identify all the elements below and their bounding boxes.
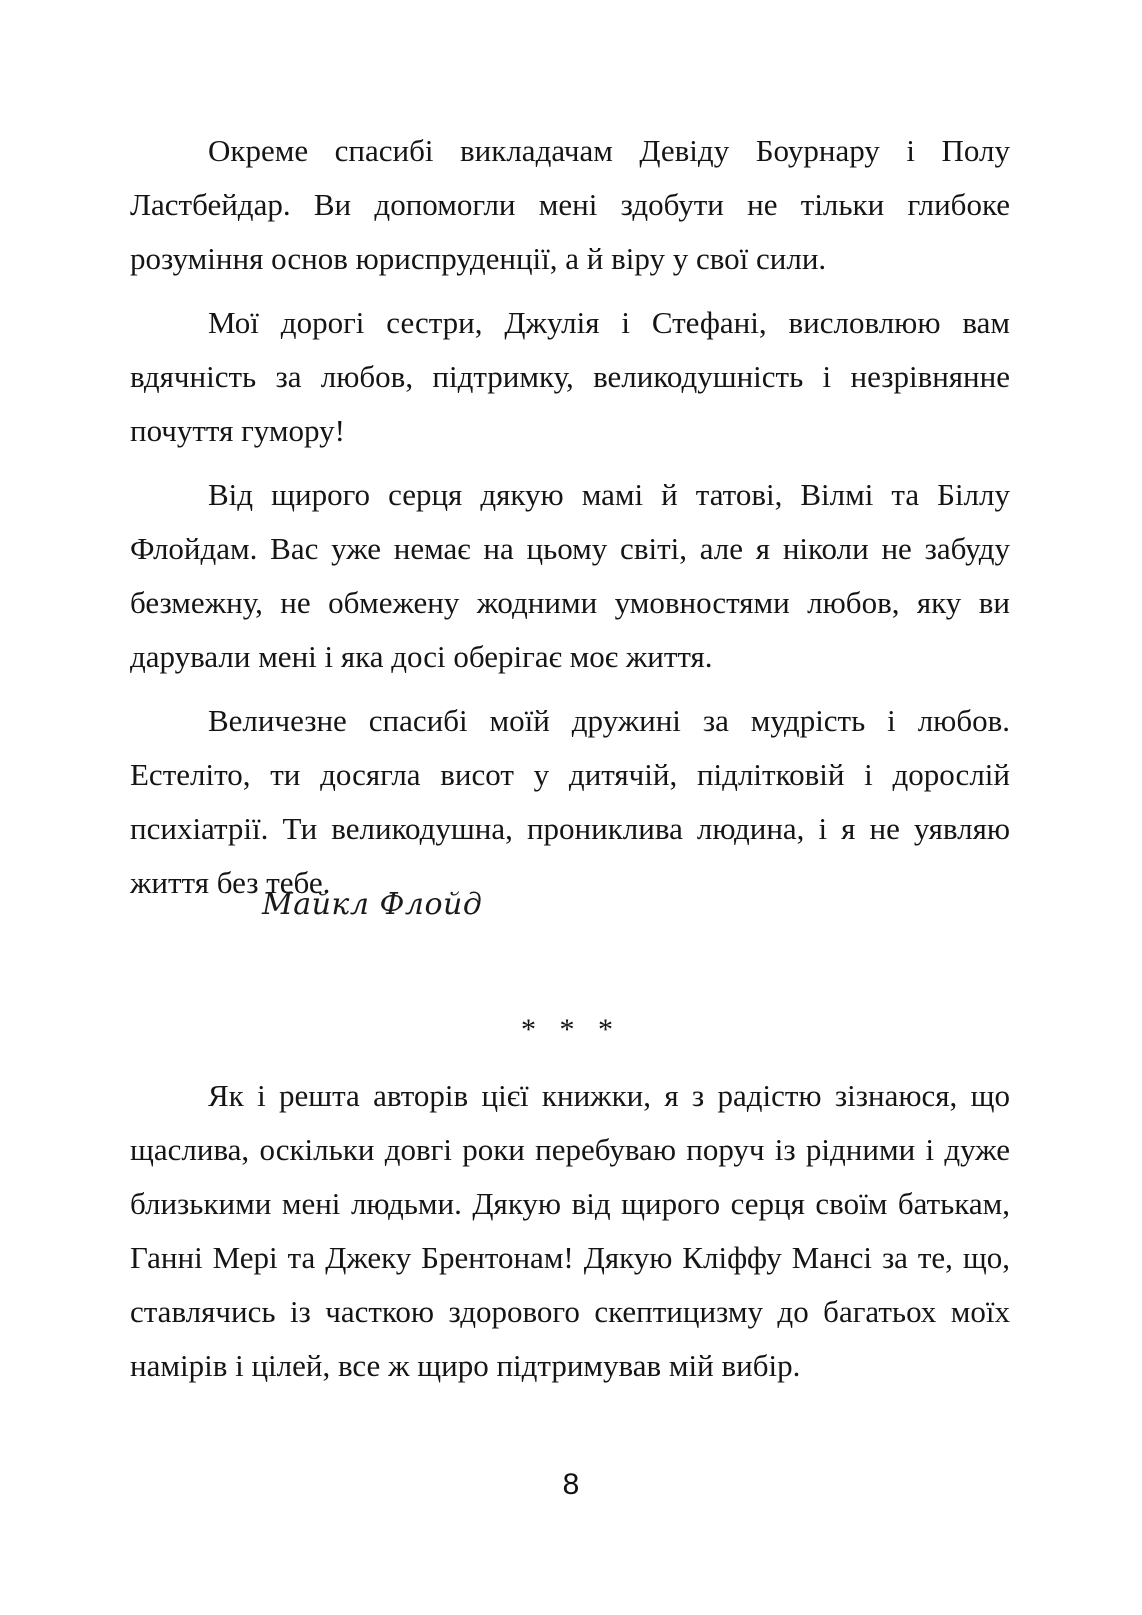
paragraph-teachers: Окреме спасибі викладачам Девіду Боурнару і Полу Ластбейдар. Ви допомогли мені здобути не тільки глибоке розуміння основ юриспруденції, а й віру у свої сили. bbox=[130, 133, 1010, 276]
acknowledgements-top bbox=[130, 124, 1010, 920]
acknowledgements-bottom bbox=[130, 1069, 1010, 1403]
page-number: 8 bbox=[562, 1468, 580, 1501]
paragraph-family: Як і решта авторів цієї книжки, я з радістю зізнаюся, що щаслива, оскільки довгі роки перебуваю поруч із рідними і дуже близькими мені людьми. Дякую від щирого серця своїм батькам, Ганні Мері та Джеку Брентонам! Дякую Кліффу Мансі за те, що, ставлячись із часткою здорового скептицизму до багатьох моїх намірів і цілей, все ж щиро підтримував мій вибір. bbox=[130, 1078, 1010, 1383]
paragraph-parents: Від щирого серця дякую мамі й татові, Вілмі та Біллу Флойдам. Вас уже немає на цьому світі, але я ніколи не забуду безмежну, не обмежену жодними умовностями любов, яку ви дарували мені і яка досі оберігає моє життя. bbox=[130, 477, 1010, 674]
paragraph-sisters: Мої дорогі сестри, Джулія і Стефані, висловлюю вам вдячність за любов, підтримку, великодушність і незрівнянне почуття гумору! bbox=[130, 305, 1010, 448]
paragraph-wife: Величезне спасибі моїй дружині за мудрість і любов. Естеліто, ти досягла висот у дитячій, підлітковій і дорослій психіатрії. Ти великодушна, прониклива людина, і я не уявляю життя без тебе. bbox=[130, 703, 1010, 900]
section-separator: * * * bbox=[521, 1013, 621, 1046]
author-signature: Майкл Флойд bbox=[262, 887, 483, 922]
